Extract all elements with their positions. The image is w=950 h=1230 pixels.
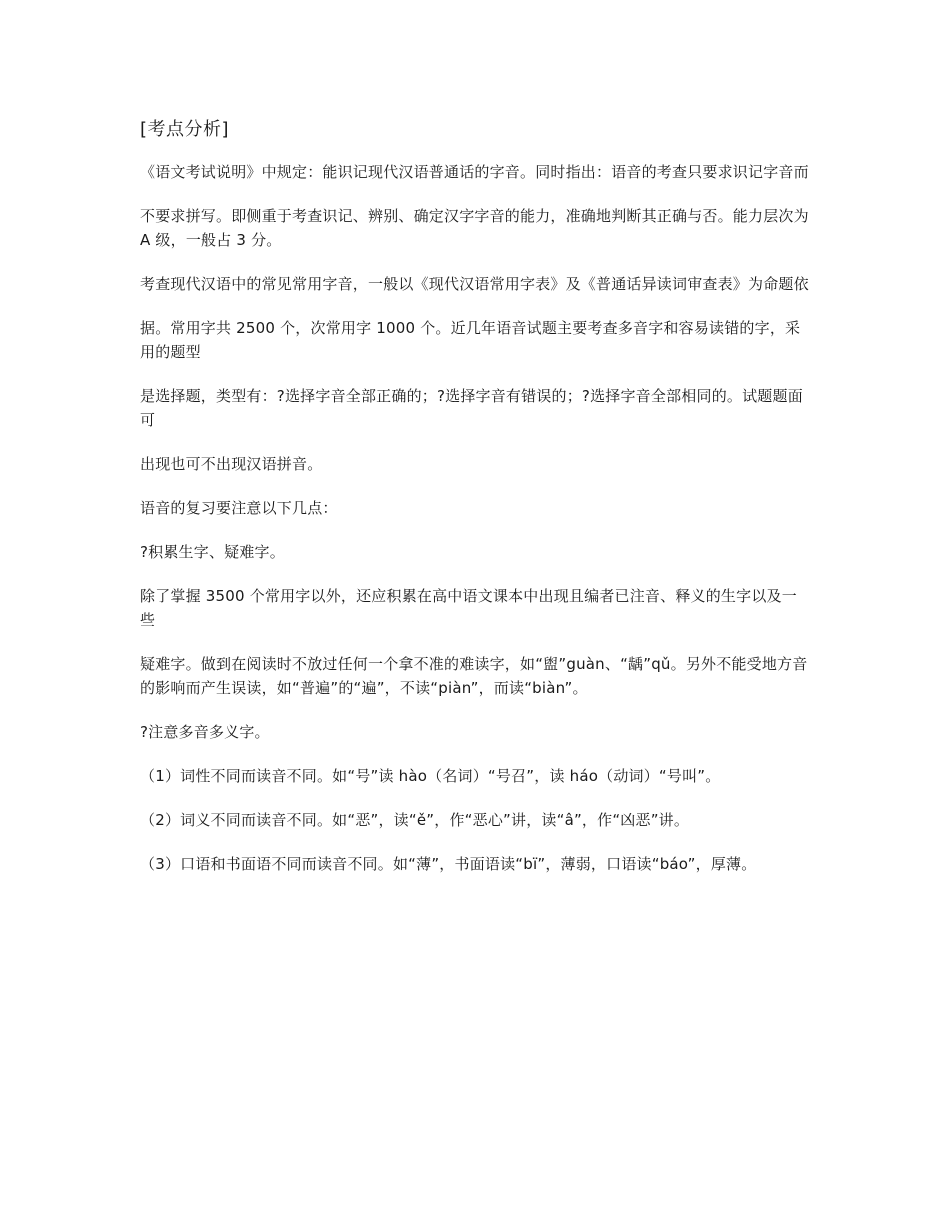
- paragraph-question-types: 是选择题，类型有：?选择字音全部正确的；?选择字音有错误的；?选择字音全部相同的。试题题面可: [140, 387, 803, 429]
- paragraph-point-polyphones: ?注意多音多义字。: [140, 723, 270, 741]
- section-heading: [考点分析]: [140, 119, 230, 140]
- paragraph-accumulate: 除了掌握 3500 个常用字以外，还应积累在高中语文课本中出现且编者已注音、释义的生字以及一些: [140, 587, 797, 629]
- paragraph-polyphone-3: （3）口语和书面语不同而读音不同。如“薄”，书面语读“bï”，薄弱，口语读“báo”，厚薄。: [140, 855, 757, 873]
- paragraph-pinyin-note: 出现也可不出现汉语拼音。: [140, 455, 323, 473]
- paragraph-difficult-characters: 疑难字。做到在阅读时不放过任何一个拿不准的难读字，如“盥”guàn、“龋”qǔ。另外不能受地方音的影响而产生误读，如“普遍”的“遍”，不读“piàn”，而读“biàn”。: [140, 655, 808, 697]
- paragraph-polyphone-1: （1）词性不同而读音不同。如“号”读 hào（名词）“号召”，读 háo（动词）“号叫”。: [140, 767, 721, 785]
- paragraph-polyphone-2: （2）词义不同而读音不同。如“恶”，读“ě”，作“恶心”讲，读“â”，作“凶恶”讲。: [140, 811, 690, 829]
- paragraph-point-rare-characters: ?积累生字、疑难字。: [140, 543, 285, 561]
- paragraph-exam-rules: 《语文考试说明》中规定：能识记现代汉语普通话的字音。同时指出：语音的考查只要求识记字音而: [140, 163, 809, 181]
- paragraph-review-points: 语音的复习要注意以下几点：: [140, 499, 338, 517]
- paragraph-common-characters: 考查现代汉语中的常见常用字音，一般以《现代汉语常用字表》及《普通话异读词审查表》为命题依: [140, 275, 809, 293]
- paragraph-character-counts: 据。常用字共 2500 个，次常用字 1000 个。近几年语音试题主要考查多音字和容易读错的字，采用的题型: [140, 319, 801, 361]
- paragraph-ability-level: 不要求拼写。即侧重于考查识记、辨别、确定汉字字音的能力，准确地判断其正确与否。能力层次为 A 级，一般占 3 分。: [140, 207, 809, 249]
- document-content: [140, 116, 812, 896]
